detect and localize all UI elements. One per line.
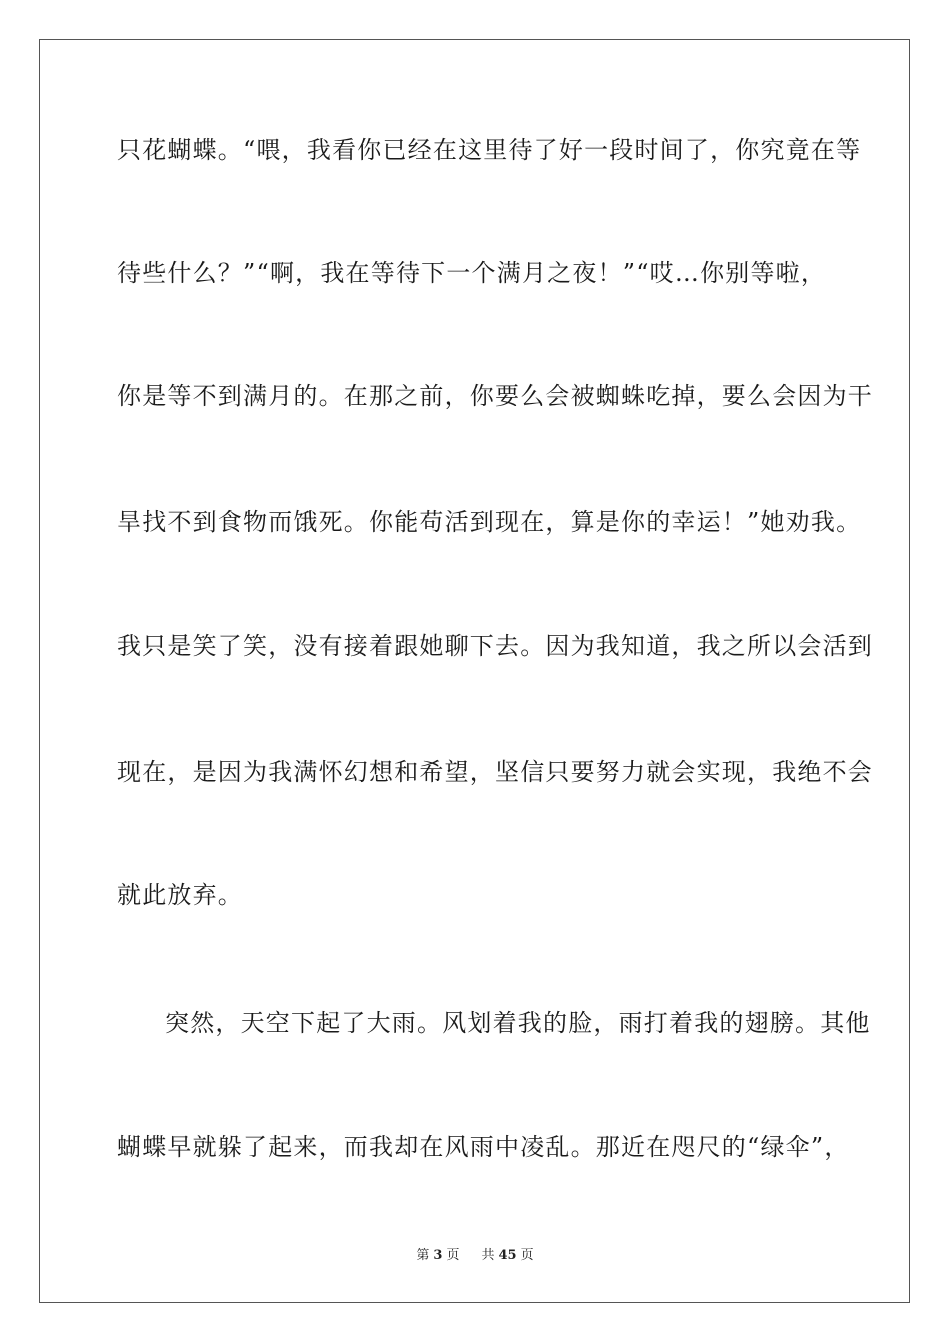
footer-total-suffix: 页 [520, 1248, 534, 1263]
page-footer [0, 1248, 950, 1264]
footer-page-number: 3 [433, 1248, 443, 1263]
footer-page-prefix: 第 [416, 1248, 430, 1263]
body-text-line-9: 蝴蝶早就躲了起来，而我却在风雨中凌乱。那近在咫尺的“绿伞”， [117, 1133, 850, 1161]
body-text-line-5: 我只是笑了笑，没有接着跟她聊下去。因为我知道，我之所以会活到 [117, 632, 873, 660]
footer-total-pages: 45 [498, 1248, 517, 1263]
body-text-line-3: 你是等不到满月的。在那之前，你要么会被蜘蛛吃掉，要么会因为干 [117, 382, 873, 410]
body-text-line-4: 旱找不到食物而饿死。你能苟活到现在，算是你的幸运！”她劝我。 [117, 508, 862, 536]
body-text-line-1: 只花蝴蝶。“喂，我看你已经在这里待了好一段时间了，你究竟在等 [117, 136, 862, 164]
page-border [39, 39, 910, 1303]
footer-page-suffix: 页 [446, 1248, 460, 1263]
body-text-line-6: 现在，是因为我满怀幻想和希望，坚信只要努力就会实现，我绝不会 [117, 758, 873, 786]
body-text-line-8: 突然，天空下起了大雨。风划着我的脸，雨打着我的翅膀。其他 [165, 1009, 871, 1037]
footer-total-prefix: 共 [481, 1248, 495, 1263]
body-text-line-2: 待些什么？”“啊，我在等待下一个满月之夜！”“哎…你别等啦， [117, 259, 827, 287]
body-text-line-7: 就此放弃。 [117, 881, 243, 909]
